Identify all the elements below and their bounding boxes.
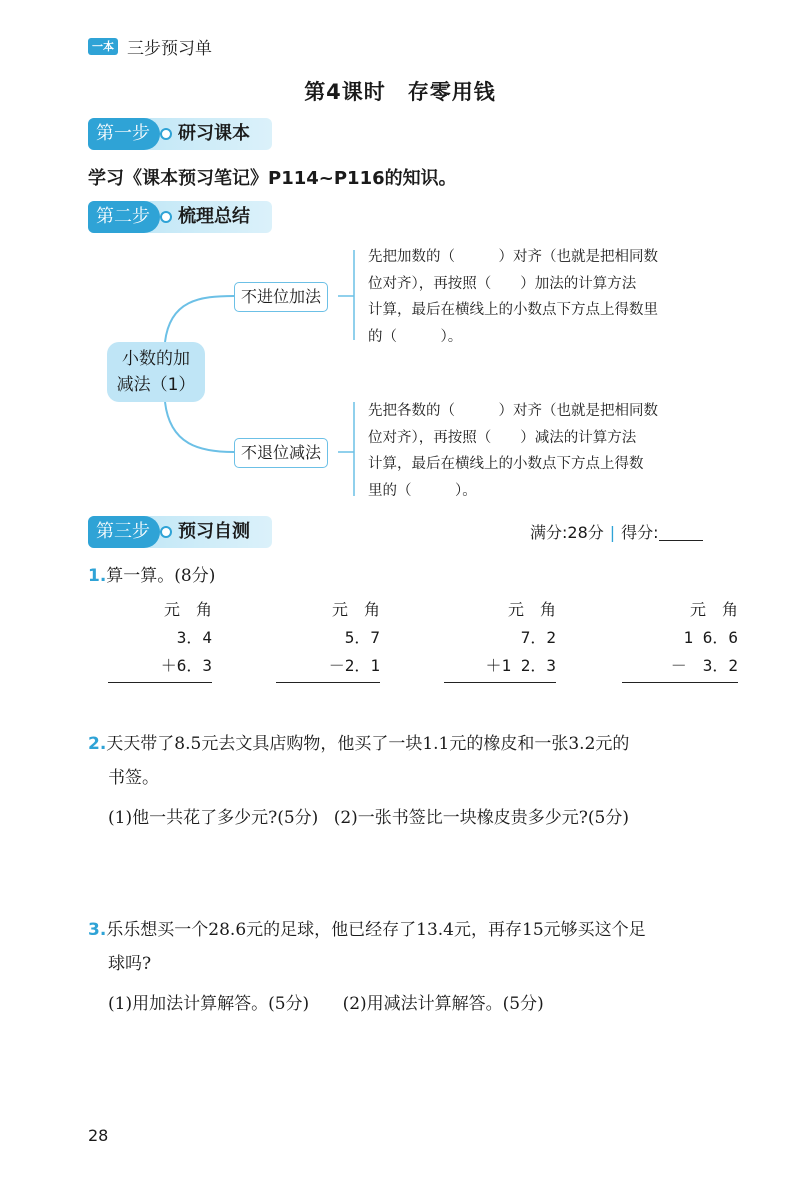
question-1-text: 算一算。(8分) xyxy=(106,566,216,586)
calc-top: 3．4 xyxy=(176,628,212,647)
vertical-calc-1 xyxy=(108,596,212,683)
mind-center-line1: 小数的加 xyxy=(122,349,190,369)
step2-name: 梳理总结 xyxy=(178,206,250,227)
calc-top: 5．7 xyxy=(344,628,380,647)
vertical-calc-4 xyxy=(622,596,738,683)
step1-instruction: 学习《课本预习笔记》P114~P116的知识。 xyxy=(88,168,457,189)
calc-answer-line[interactable] xyxy=(444,682,556,683)
calc-unit: 元 角 xyxy=(689,600,738,619)
calc-answer-line[interactable] xyxy=(622,682,738,683)
desc-line: 先把各数的（ ）对齐（也就是把相同数 xyxy=(368,403,658,419)
question-3-number: 3. xyxy=(88,920,107,940)
lesson-title: 第4课时 存零用钱 xyxy=(304,80,496,104)
question-3-line1: 乐乐想买一个28.6元的足球，他已经存了13.4元，再存15元够买这个足 xyxy=(106,920,646,940)
branch-addition-desc xyxy=(368,244,728,350)
branch-subtraction-label: 不退位减法 xyxy=(234,438,328,468)
question-2-line2: 书签。 xyxy=(108,768,159,788)
calc-bottom: － 3．2 xyxy=(670,656,738,675)
calc-bottom: ＋6．3 xyxy=(160,656,212,675)
desc-line: 的（ ）。 xyxy=(368,328,463,345)
desc-line: 先把加数的（ ）对齐（也就是把相同数 xyxy=(368,249,658,265)
question-2-line1: 天天带了8.5元去文具店购物，他买了一块1.1元的橡皮和一张3.2元的 xyxy=(106,734,630,754)
question-2 xyxy=(88,728,748,834)
calc-top: 1 6．6 xyxy=(683,628,738,647)
branch-subtraction-desc xyxy=(368,398,728,504)
desc-line: 位对齐），再按照（ ）加法的计算方法 xyxy=(368,275,637,292)
question-2-sub2: (2)一张书签比一块橡皮贵多少元?(5分) xyxy=(333,808,629,828)
question-3 xyxy=(88,914,748,1020)
calc-answer-line[interactable] xyxy=(276,682,380,683)
mind-center-line2: 减法（1） xyxy=(116,375,196,395)
full-score: 满分:28分 xyxy=(530,523,604,542)
calc-bottom: －2．1 xyxy=(328,656,380,675)
calc-top: 7．2 xyxy=(520,628,556,647)
score-box xyxy=(530,520,703,543)
step2-number: 第二步 xyxy=(88,201,160,233)
question-3-sub1: (1)用加法计算解答。(5分) xyxy=(108,994,310,1014)
calc-unit: 元 角 xyxy=(331,600,380,619)
step3-dot xyxy=(160,526,172,538)
score-separator: | xyxy=(609,523,616,542)
page-number: 28 xyxy=(88,1126,109,1145)
score-label: 得分: xyxy=(621,523,659,542)
question-2-number: 2. xyxy=(88,734,107,754)
vertical-calc-3 xyxy=(444,596,556,683)
brand-logo: 一本 xyxy=(88,38,118,55)
desc-line: 计算，最后在横线上的小数点下方点上得数 xyxy=(368,456,644,472)
question-1 xyxy=(88,560,215,592)
question-3-sub2: (2)用减法计算解答。(5分) xyxy=(342,994,544,1014)
mind-map-center xyxy=(107,342,205,402)
score-field[interactable] xyxy=(659,526,703,541)
calc-bottom: ＋1 2．3 xyxy=(485,656,556,675)
vertical-calc-2 xyxy=(276,596,380,683)
step3-name: 预习自测 xyxy=(178,521,250,542)
step3-number: 第三步 xyxy=(88,516,160,548)
brand-text: 三步预习单 xyxy=(127,39,212,59)
desc-line: 位对齐），再按照（ ）减法的计算方法 xyxy=(368,429,637,446)
desc-line: 里的（ ）。 xyxy=(368,482,477,499)
question-1-number: 1. xyxy=(88,566,107,586)
desc-line: 计算，最后在横线上的小数点下方点上得数里 xyxy=(368,302,658,318)
calc-answer-line[interactable] xyxy=(108,682,212,683)
step1-name: 研习课本 xyxy=(178,123,250,144)
calc-unit: 元 角 xyxy=(163,600,212,619)
step1-number: 第一步 xyxy=(88,118,160,150)
calc-unit: 元 角 xyxy=(507,600,556,619)
question-3-line2: 球吗? xyxy=(108,954,152,974)
question-2-sub1: (1)他一共花了多少元?(5分) xyxy=(108,808,319,828)
branch-addition-label: 不进位加法 xyxy=(234,282,328,312)
step3-tag xyxy=(88,516,272,548)
